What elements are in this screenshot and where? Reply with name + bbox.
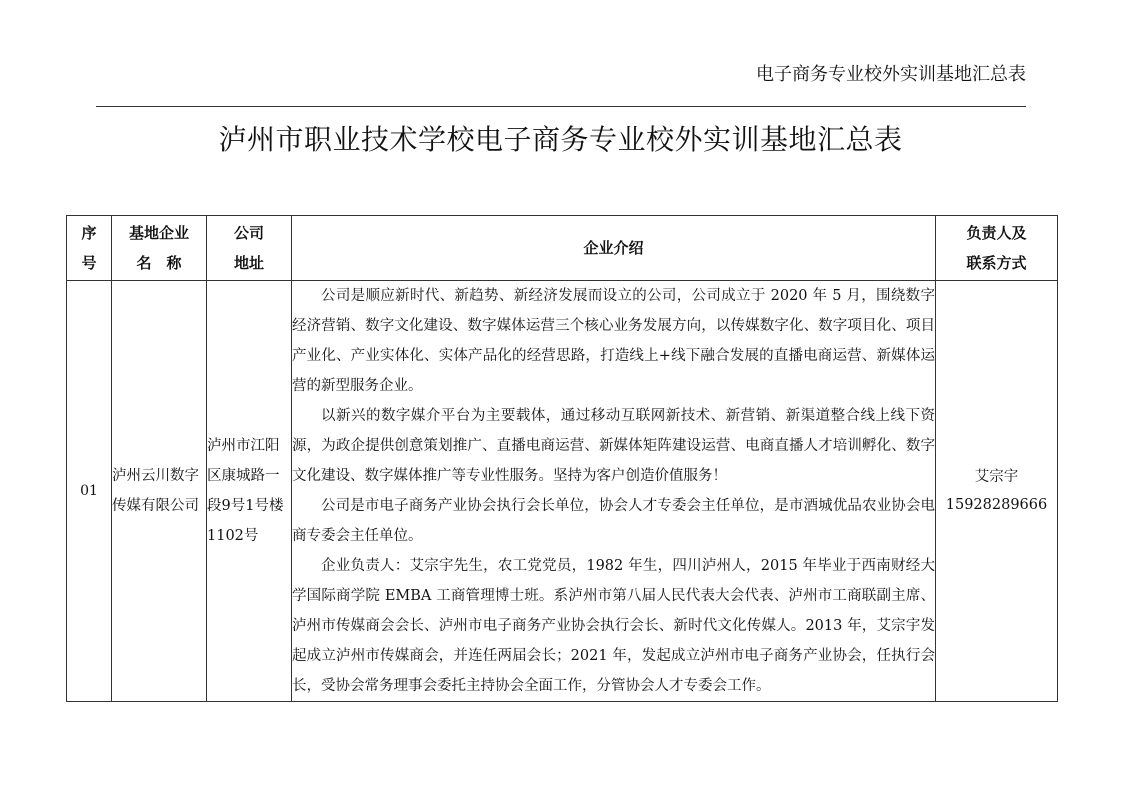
intro-paragraph-2: 以新兴的数字媒介平台为主要载体，通过移动互联网新技术、新营销、新渠道整合线上线下资源，为政企提供创意策划推广、直播电商运营、新媒体矩阵建设运营、电商直播人才培训孵化、数字文化建设、数字媒体推广等专业性服务。坚持为客户创造价值服务！ bbox=[292, 408, 935, 484]
contact-phone: 15928289666 bbox=[945, 497, 1048, 513]
row-company-intro bbox=[292, 281, 936, 702]
header-name-line-2: 名 称 bbox=[136, 254, 182, 272]
page-title: 泸州市职业技术学校电子商务专业校外实训基地汇总表 bbox=[218, 123, 903, 156]
intro-paragraph-1: 公司是顺应新时代、新趋势、新经济发展而设立的公司，公司成立于 2020 年 5 月，围绕数字经济营销、数字文化建设、数字媒体运营三个核心业务发展方向，以传媒数字化、数字项目化、项目产业化、产业实体化、实体产品化的经营思路，打造线上+线下融合发展的直播电商运营、新媒体运营的新型服务企业。 bbox=[292, 288, 935, 394]
contact-name: 艾宗宇 bbox=[974, 469, 1019, 485]
header-intro: 企业介绍 bbox=[292, 216, 936, 281]
header-seq-line-1: 序 bbox=[81, 224, 97, 242]
table-header-row bbox=[67, 216, 1058, 281]
header-contact-line-1: 负责人及 bbox=[966, 224, 1027, 242]
header-address-line-2: 地址 bbox=[233, 254, 264, 272]
header-seq bbox=[67, 216, 112, 281]
intro-paragraph-3: 公司是市电子商务产业协会执行会长单位，协会人才专委会主任单位，是市酒城优品农业协会电商专委会主任单位。 bbox=[292, 498, 935, 544]
running-header: 电子商务专业校外实训基地汇总表 bbox=[756, 64, 1026, 85]
header-seq-line-2: 号 bbox=[81, 254, 97, 272]
row-seq: 01 bbox=[67, 281, 112, 702]
header-address bbox=[207, 216, 292, 281]
row-company-address: 泸州市江阳区康城路一段9号1号楼1102号 bbox=[207, 281, 292, 702]
row-company-name: 泸州云川数字传媒有限公司 bbox=[112, 281, 207, 702]
base-summary-table bbox=[66, 215, 1058, 702]
header-name-line-1: 基地企业 bbox=[128, 224, 189, 242]
header-address-line-1: 公司 bbox=[233, 224, 264, 242]
header-rule bbox=[96, 106, 1026, 107]
header-contact-line-2: 联系方式 bbox=[966, 254, 1027, 272]
table-row bbox=[67, 281, 1058, 702]
header-contact bbox=[936, 216, 1058, 281]
intro-paragraph-4: 企业负责人：艾宗宇先生，农工党党员，1982 年生，四川泸州人，2015 年毕业于西南财经大学国际商学院 EMBA 工商管理博士班。系泸州市第八届人民代表大会代表、泸州市工商联副主席、泸州市传媒商会会长、泸州市电子商务产业协会执行会长、新时代文化传媒人。2013 年，艾宗宇发起成立泸州市传媒商会，并连任两届会长；2021 年，发起成立泸州市电子商务产业协会，任执行会长，受协会常务理事会委托主持协会全面工作，分管协会人才专委会工作。 bbox=[292, 558, 935, 694]
row-contact bbox=[936, 281, 1058, 702]
header-name bbox=[112, 216, 207, 281]
